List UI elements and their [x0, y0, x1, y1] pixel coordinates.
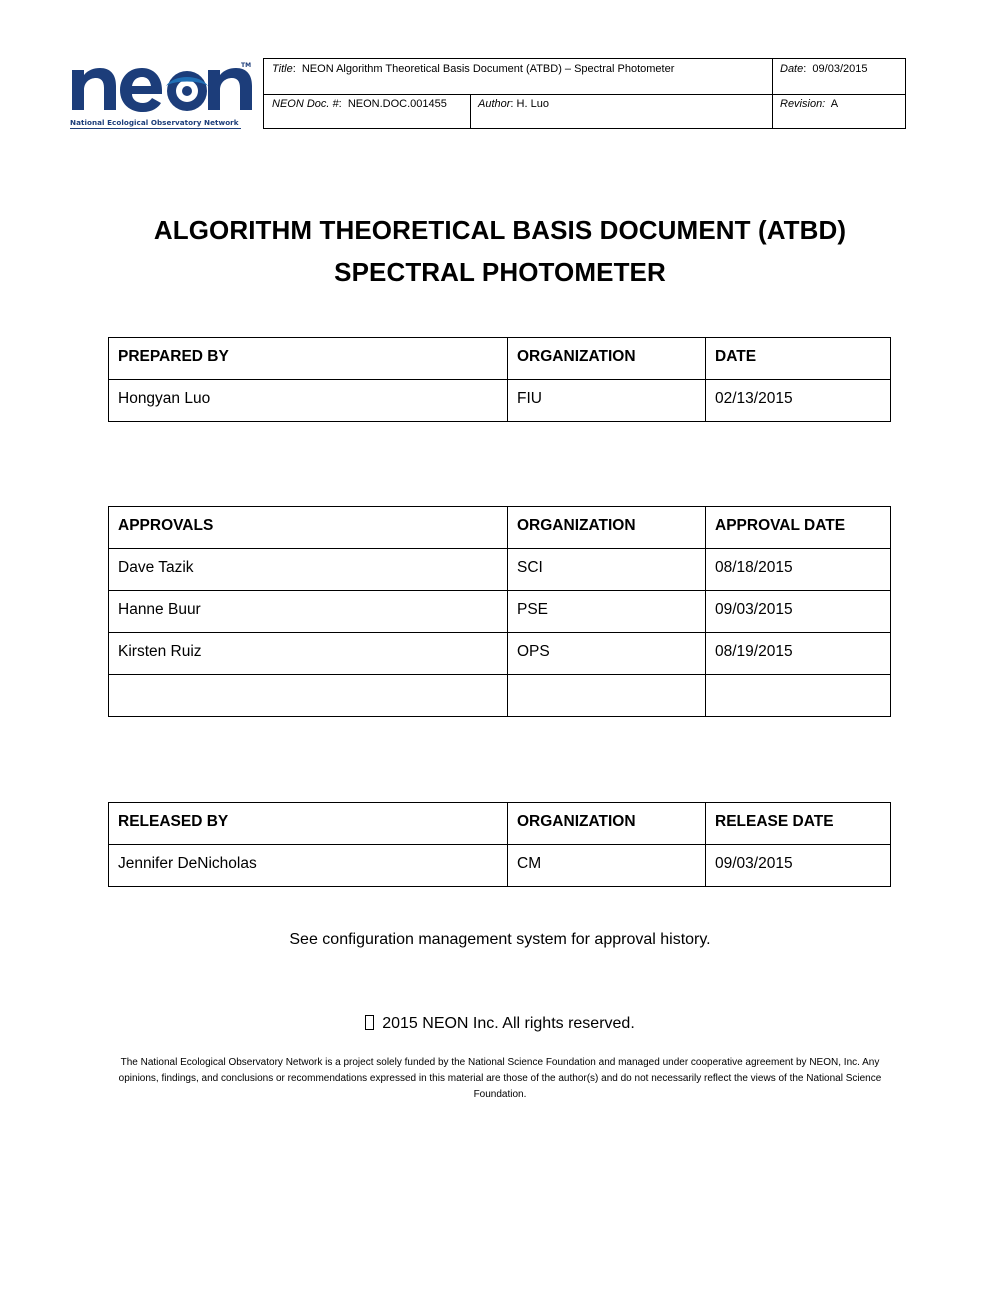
- header-author-label: Author: [478, 98, 511, 110]
- table-row: [109, 633, 891, 675]
- table-row: [109, 845, 891, 887]
- table-cell: CM: [508, 845, 706, 887]
- table-cell: PSE: [508, 591, 706, 633]
- header-date-cell: Date: 09/03/2015: [780, 63, 868, 75]
- table-cell: 09/03/2015: [706, 591, 891, 633]
- table-cell: Hanne Buur: [109, 591, 508, 633]
- header-revision-label: Revision:: [780, 98, 826, 110]
- table-header-cell: PREPARED BY: [109, 338, 508, 380]
- header-doc-value: NEON.DOC.001455: [347, 98, 447, 110]
- table-cell: [706, 675, 891, 717]
- table-cell: 08/18/2015: [706, 549, 891, 591]
- approvals-table: [108, 506, 891, 717]
- table-cell: SCI: [508, 549, 706, 591]
- table-header-cell: ORGANIZATION: [508, 507, 706, 549]
- header-date-label: Date: [780, 63, 804, 75]
- table-header-cell: RELEASED BY: [109, 803, 508, 845]
- header-date-value: 09/03/2015: [812, 63, 868, 75]
- header-doc-label: NEON Doc. #: [272, 98, 339, 110]
- header-author-value: H. Luo: [516, 98, 549, 110]
- copyright-text: 2015 NEON Inc. All rights reserved.: [382, 1015, 635, 1032]
- header-revision-value: A: [830, 98, 839, 110]
- document-title-line1: ALGORITHM THEORETICAL BASIS DOCUMENT (ATBD): [153, 215, 847, 245]
- table-header-cell: DATE: [706, 338, 891, 380]
- neon-wordmark-icon: [70, 60, 255, 116]
- logo-underline: [70, 128, 241, 129]
- header-title-label: Title: [272, 63, 293, 75]
- table-cell: Jennifer DeNicholas: [109, 845, 508, 887]
- table-row: [109, 549, 891, 591]
- table-cell: Kirsten Ruiz: [109, 633, 508, 675]
- released-by-table: [108, 802, 891, 887]
- table-cell: 02/13/2015: [706, 380, 891, 422]
- copyright-placeholder-icon: [365, 1015, 374, 1030]
- table-header-cell: RELEASE DATE: [706, 803, 891, 845]
- document-header-box: [263, 58, 906, 129]
- table-header-cell: APPROVALS: [109, 507, 508, 549]
- table-row: [109, 591, 891, 633]
- table-header-row: [109, 803, 891, 845]
- document-title-line2: SPECTRAL PHOTOMETER: [334, 257, 666, 287]
- funding-disclaimer: The National Ecological Observatory Network is a project solely funded by the National Science Foundation and managed under cooperative agreement by NEON, Inc. Any opinions, findings, and conclusions or recommendations expressed in this material are those of the author(s) and do not necessarily reflect the views of the National Science Foundation.: [118, 1057, 882, 1100]
- prepared-by-table: [108, 337, 891, 422]
- table-row: [109, 675, 891, 717]
- header-revision-cell: [772, 94, 846, 114]
- copyright-line: [0, 1015, 1000, 1033]
- table-cell: 09/03/2015: [706, 845, 891, 887]
- table-cell: [109, 675, 508, 717]
- neon-logo: [70, 60, 255, 132]
- header-title-value: NEON Algorithm Theoretical Basis Document (ATBD) – Spectral Photometer: [301, 63, 675, 75]
- table-row: [109, 380, 891, 422]
- table-cell: Hongyan Luo: [109, 380, 508, 422]
- logo-tagline: National Ecological Observatory Network: [70, 118, 239, 127]
- table-cell: Dave Tazik: [109, 549, 508, 591]
- trademark-mark: TM: [241, 62, 252, 69]
- header-doc-cell: NEON Doc. #: NEON.DOC.001455: [272, 98, 447, 110]
- table-cell: OPS: [508, 633, 706, 675]
- table-header-row: [109, 507, 891, 549]
- header-title-cell: Title: NEON Algorithm Theoretical Basis Document (ATBD) – Spectral Photometer: [272, 63, 675, 75]
- table-cell: [508, 675, 706, 717]
- table-header-row: [109, 338, 891, 380]
- table-cell: FIU: [508, 380, 706, 422]
- table-header-cell: ORGANIZATION: [508, 803, 706, 845]
- table-header-cell: APPROVAL DATE: [706, 507, 891, 549]
- table-header-cell: ORGANIZATION: [508, 338, 706, 380]
- header-author-cell: Author: H. Luo: [478, 98, 549, 110]
- approval-history-note: See configuration management system for approval history.: [289, 931, 711, 948]
- table-cell: 08/19/2015: [706, 633, 891, 675]
